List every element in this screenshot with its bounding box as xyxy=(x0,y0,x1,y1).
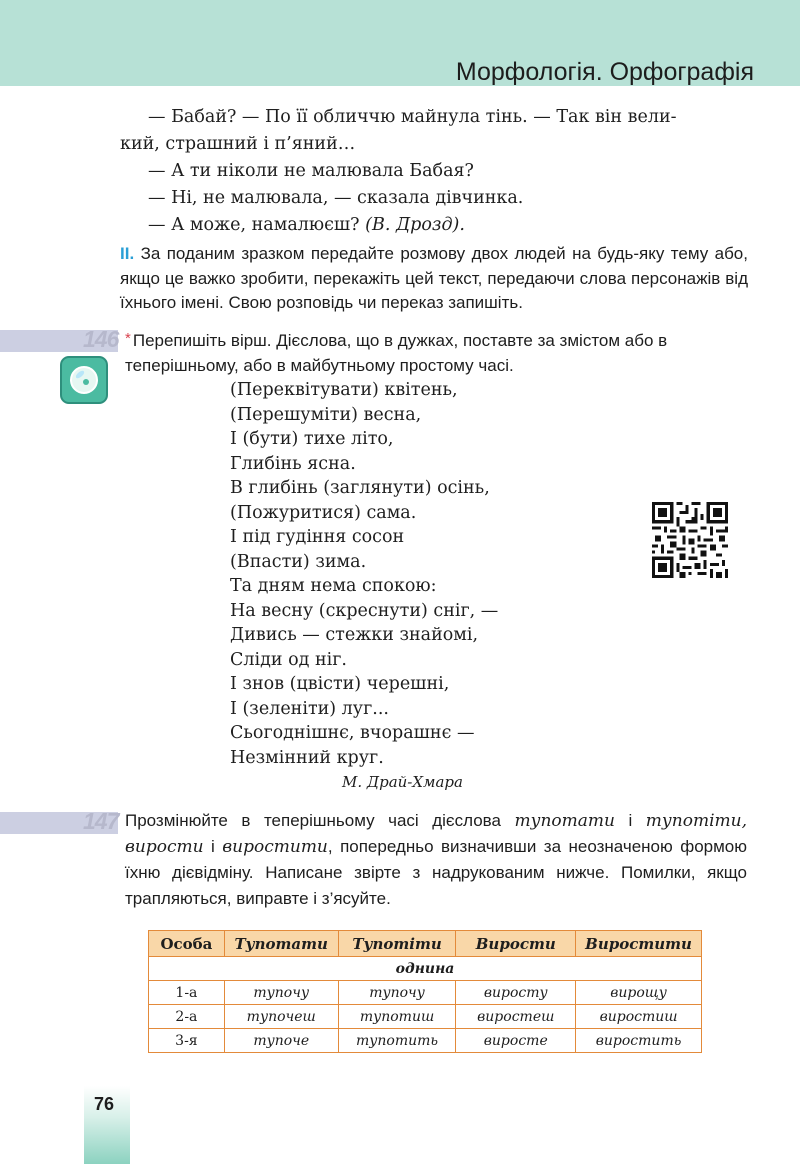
poem xyxy=(230,378,550,770)
dialog-source: (В. Дрозд). xyxy=(365,215,465,235)
poem-line: Дивись — стежки знайомі, xyxy=(230,625,479,645)
verb-form-cell: вирощу xyxy=(576,981,702,1005)
task-two-text: За поданим зразком передайте розмову двох людей на будь-яку тему або, якщо це важко зробити, перекажіть цей текст, передаючи слова персонажів від їхнього імені. Свою розповідь чи переказ запишіть. xyxy=(120,244,748,312)
exercise-number: 146 xyxy=(83,326,119,352)
roman-numeral-marker: ІІ. xyxy=(120,244,135,263)
poem-line: Сліди од ніг. xyxy=(230,649,347,670)
column-header: Виростити xyxy=(576,931,702,957)
exercise-146-instruction xyxy=(125,327,747,378)
person-cell: 2-а xyxy=(149,1005,225,1029)
poem-line: І під гудіння сосон xyxy=(230,527,405,547)
star-marker: * xyxy=(125,330,131,347)
table-row xyxy=(149,981,702,1005)
qr-code-icon xyxy=(652,502,728,578)
dialog-line: кий, страшний і п’яний… xyxy=(120,134,356,154)
poem-author: М. Драй-Хмара xyxy=(342,773,463,791)
column-header: Особа xyxy=(149,931,225,957)
dialog-text xyxy=(120,104,744,239)
poem-line: (Переквітувати) квітень, xyxy=(230,380,458,400)
verb-form-cell: тупоче xyxy=(224,1029,338,1053)
verb-form-cell: виростиш xyxy=(576,1005,702,1029)
column-header: Тупотіти xyxy=(338,931,456,957)
column-header: Тупотати xyxy=(224,931,338,957)
exercise-146-text: Перепишіть вірш. Дієслова, що в дужках, поставте за змістом або в теперішньому, або в майбутньому простому часі. xyxy=(125,331,668,375)
verb-form-cell: тупочу xyxy=(224,981,338,1005)
verb-example: тупотіти, xyxy=(645,811,747,831)
verb-form-cell: тупотиш xyxy=(338,1005,456,1029)
disc-icon xyxy=(60,356,108,404)
dialog-line xyxy=(120,212,744,239)
section-title: Морфологія. Орфографія xyxy=(455,58,754,86)
dialog-line: — Бабай? — По її обличчю майнула тінь. — Так він вели- xyxy=(148,107,677,127)
poem-line: (Впасти) зима. xyxy=(230,551,367,572)
verb-example: виростити xyxy=(222,837,328,857)
verb-form-cell: виросте xyxy=(456,1029,576,1053)
verb-form-cell: виросту xyxy=(456,981,576,1005)
poem-line: І знов (цвісти) черешні, xyxy=(230,674,450,694)
disc-hole xyxy=(83,379,89,385)
poem-line: Сьогоднішнє, вчорашнє — xyxy=(230,723,475,743)
person-cell: 1-а xyxy=(149,981,225,1005)
poem-line: Та дням нема спокою: xyxy=(230,576,437,596)
dialog-line: — А ти ніколи не малювала Бабая? xyxy=(148,161,474,181)
instruction-text: і xyxy=(203,837,223,856)
table-subheader-row xyxy=(149,957,702,981)
person-cell: 3-я xyxy=(149,1029,225,1053)
verb-example: тупотати xyxy=(514,811,615,831)
table-subheader: однина xyxy=(149,957,702,981)
poem-line: Незмінний круг. xyxy=(230,747,384,768)
verb-example: вирости xyxy=(125,837,204,857)
verb-form-cell: тупочеш xyxy=(224,1005,338,1029)
table-row xyxy=(149,1005,702,1029)
instruction-text: , попередньо визначивши за неозначеною формою їхню дієвідміну. Написане звірте з надрукованим нижче. Помилки, якщо трапляються, виправте і з’ясуйте. xyxy=(125,837,747,908)
disc-shine xyxy=(75,369,86,379)
verb-form-cell: виростить xyxy=(576,1029,702,1053)
dialog-line: — Ні, не малювала, — сказала дівчинка. xyxy=(148,188,524,208)
poem-line: (Пожуритися) сама. xyxy=(230,502,417,523)
poem-line: На весну (скреснути) сніг, — xyxy=(230,600,499,621)
conjugation-table xyxy=(148,930,702,1053)
exercise-147-instruction xyxy=(125,808,747,912)
column-header: Вирости xyxy=(456,931,576,957)
page-number: 76 xyxy=(94,1094,115,1114)
table-header-row xyxy=(149,931,702,957)
disc-shape xyxy=(70,366,98,394)
poem-line: В глибінь (заглянути) осінь, xyxy=(230,478,490,498)
instruction-text: і xyxy=(614,811,646,830)
dialog-text-span: — А може, намалюєш? xyxy=(148,215,360,235)
table-row xyxy=(149,1029,702,1053)
poem-line: І (зеленіти) луг... xyxy=(230,698,389,719)
verb-form-cell: виростеш xyxy=(456,1005,576,1029)
exercise-number: 147 xyxy=(83,808,119,834)
instruction-text: Прозмінюйте в теперішньому часі дієслова xyxy=(125,811,515,830)
poem-line: Глибінь ясна. xyxy=(230,453,356,474)
poem-line: І (бути) тихе літо, xyxy=(230,429,394,449)
poem-line: (Перешуміти) весна, xyxy=(230,404,422,425)
task-two xyxy=(120,242,748,316)
verb-form-cell: тупотить xyxy=(338,1029,456,1053)
verb-form-cell: тупочу xyxy=(338,981,456,1005)
